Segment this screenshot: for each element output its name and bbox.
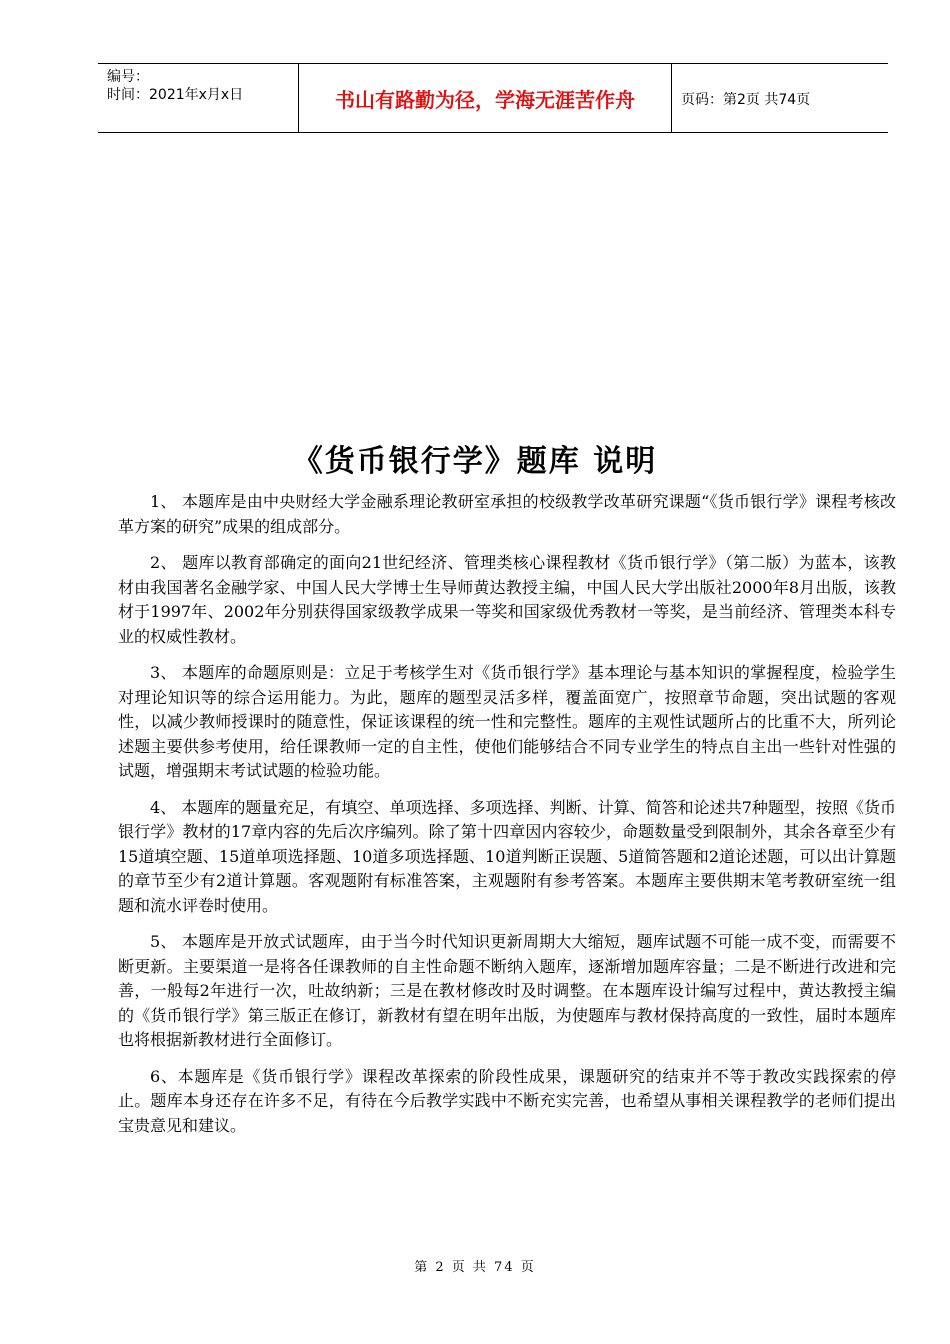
header-left-cell [98,64,299,132]
paragraph-3: 3、 本题库的命题原则是：立足于考核学生对《货币银行学》基本理论与基本知识的掌握程度，检验学生对理论知识等的综合运用能力。为此，题库的题型灵活多样，覆盖面宽广，按照章节命题，突出试题的客观性，以减少教师授课时的随意性，保证该课程的统一性和完整性。题库的主观性试题所占的比重不大，所列论述题主要供参考使用，给任课教师一定的自主性，使他们能够结合不同专业学生的特点自主出一些针对性强的试题，增强期末考试试题的检验功能。 [118,663,896,780]
time-label: 时间：2021年x月x日 [107,87,244,103]
paragraph-2: 2、 题库以教育部确定的面向21世纪经济、管理类核心课程教材《货币银行学》（第二版）为蓝本，该教材由我国著名金融学家、中国人民大学博士生导师黄达教授主编，中国人民大学出版社2000年8月出版，该教材于1997年、2002年分别获得国家级教学成果一等奖和国家级优秀教材一等奖，是当前经济、管理类本科专业的权威性教材。 [118,553,896,646]
paragraph-6: 6、本题库是《货币银行学》课程改革探索的阶段性成果，课题研究的结束并不等于教改实践探索的停止。题库本身还存在许多不足，有待在今后教学实践中不断充实完善，也希望从事相关课程教学的老师们提出宝贵意见和建议。 [118,1066,896,1135]
motto-text: 书山有路勤为径，学海无涯苦作舟 [335,87,635,112]
paragraph-5: 5、 本题库是开放式试题库，由于当今时代知识更新周期大大缩短，题库试题不可能一成不变，而需要不断更新。主要渠道一是将各任课教师的自主性命题不断纳入题库，逐渐增加题库容量；二是不断进行改进和完善，一般每2年进行一次，吐故纳新；三是在教材修改时及时调整。在本题库设计编写过程中，黄达教授主编的《货币银行学》第三版正在修订，新教材有望在明年出版，为使题库与教材保持高度的一致性，届时本题库也将根据新教材进行全面修订。 [118,932,896,1049]
page-footer: 第 2 页 共 74 页 [414,1260,536,1275]
paragraph-4: 4、 本题库的题量充足，有填空、单项选择、多项选择、判断、计算、简答和论述共7种题型，按照《货币银行学》教材的17章内容的先后次序编列。除了第十四章因内容较少，命题数量受到限制外，其余各章至少有15道填空题、15道单项选择题、10道多项选择题、10道判断正误题、5道简答题和2道论述题，可以出计算题的章节至少有2道计算题。客观题附有标准答案，主观题附有参考答案。本题库主要供期末笔考教研室统一组题和流水评卷时使用。 [118,797,896,915]
page-label: 页码：第2页 共74页 [681,92,811,108]
page-header [98,63,888,133]
document-body [118,490,896,1150]
paragraph-1: 1、 本题库是由中央财经大学金融系理论教研室承担的校级教学改革研究课题“《货币银行学》课程考核改革方案的研究”成果的组成部分。 [118,492,896,536]
header-motto-cell [299,64,672,132]
header-right-cell [672,64,888,132]
number-label: 编号： [107,69,149,85]
document-title: 《货币银行学》题库 说明 [292,444,658,479]
